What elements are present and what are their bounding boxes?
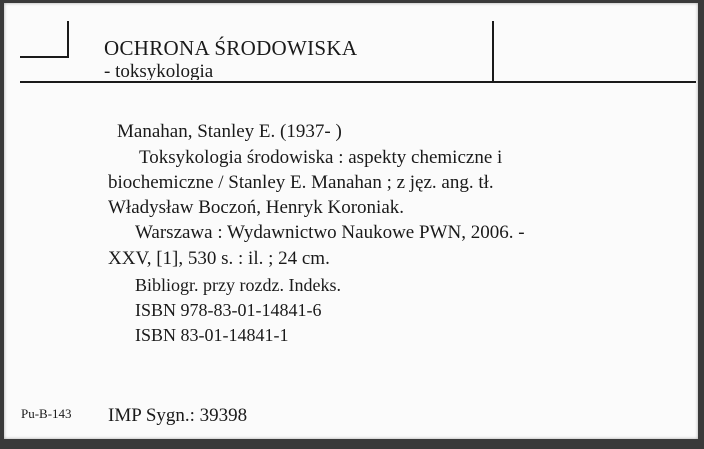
subject-heading: OCHRONA ŚRODOWISKA [104,36,358,60]
corner-mark-horizontal [20,56,68,58]
author-line: Manahan, Stanley E. (1937- ) [117,121,342,142]
catalog-card [4,3,698,439]
shelf-mark: Pu-B-143 [21,406,72,421]
isbn-line-1: ISBN 978-83-01-14841-6 [135,300,322,320]
heading-rule [20,81,696,83]
title-line-2: biochemiczne / Stanley E. Manahan ; z jęz. ang. tł. [108,172,494,193]
title-line-1: Toksykologia środowiska : aspekty chemiczne i [139,147,503,168]
isbn-line-2: ISBN 83-01-14841-1 [135,325,289,345]
notes-line: Bibliogr. przy rozdz. Indeks. [135,275,341,295]
call-number: IMP Sygn.: 39398 [108,405,248,426]
corner-mark-vertical [67,21,69,58]
heading-divider-vertical [492,21,494,82]
subject-subheading: - toksykologia [104,61,214,80]
title-line-3: Władysław Boczoń, Henryk Koroniak. [108,197,405,218]
imprint-line-1: Warszawa : Wydawnictwo Naukowe PWN, 2006. - [135,222,525,243]
imprint-line-2: XXV, [1], 530 s. : il. ; 24 cm. [108,248,330,269]
